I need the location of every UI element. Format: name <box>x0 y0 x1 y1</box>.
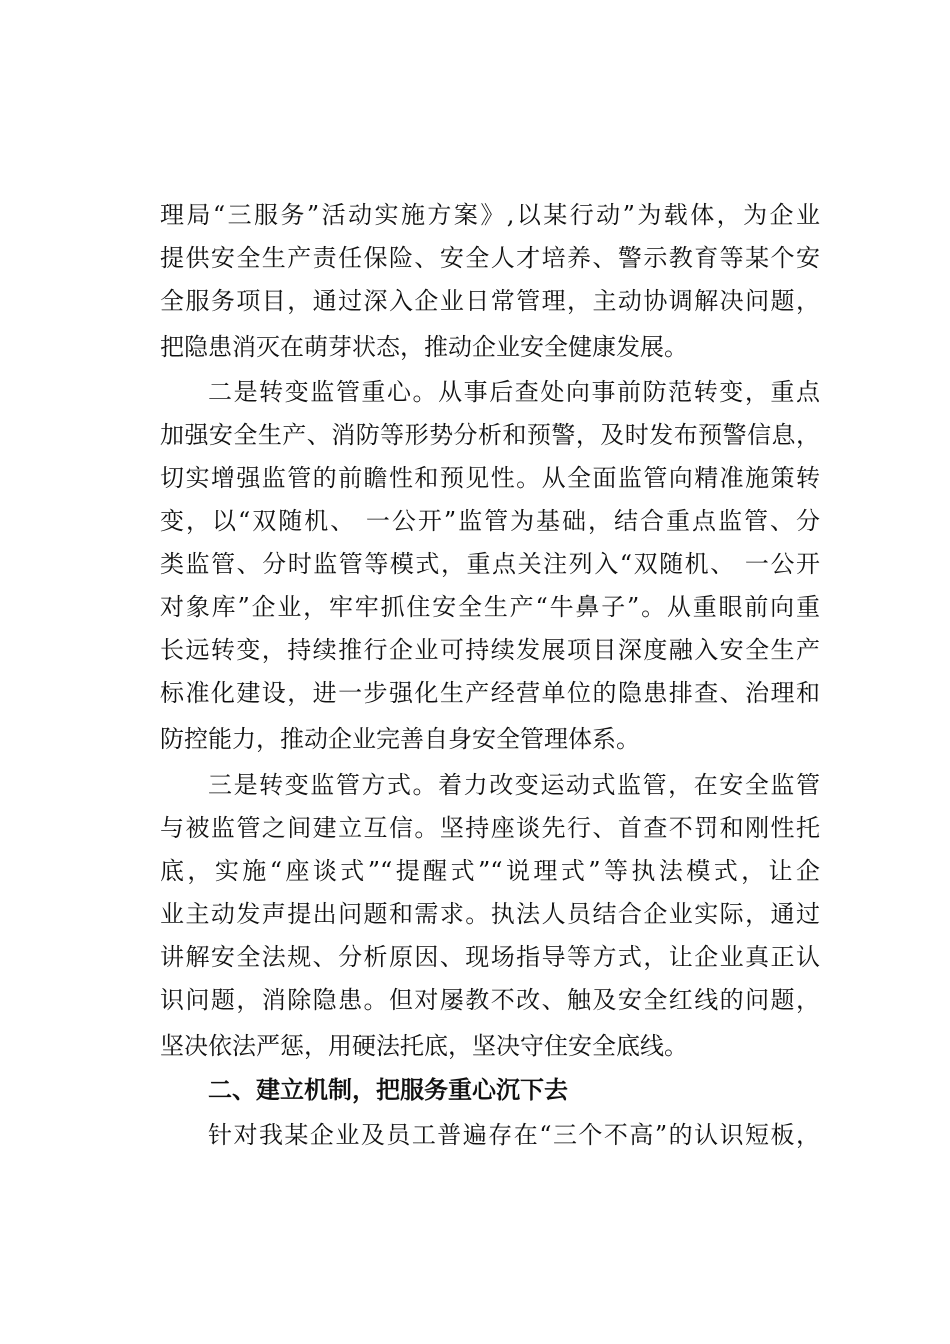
body-text-line: 坚决依法严惩，用硬法托底，坚决守住安全底线。 <box>160 1032 688 1060</box>
body-text-line: 切实增强监管的前瞻性和预见性。从全面监管向精准施策转 <box>160 464 820 492</box>
body-text-line: 讲解安全法规、分析原因、现场指导等方式，让企业真正认 <box>160 943 820 971</box>
body-text-line: 变，以“双随机、 一公开”监管为基础，结合重点监管、分 <box>160 507 820 535</box>
paragraph-first-line: 针对我某企业及员工普遍存在“三个不高”的认识短板， <box>208 1121 820 1149</box>
body-text-line: 把隐患消灭在萌芽状态，推动企业安全健康发展。 <box>160 333 688 361</box>
body-text-line: 标准化建设，进一步强化生产经营单位的隐患排查、治理和 <box>160 679 820 707</box>
body-text-line: 提供安全生产责任保险、安全人才培养、警示教育等某个安 <box>160 244 820 272</box>
body-text-line: 与被监管之间建立互信。坚持座谈先行、首查不罚和刚性托 <box>160 814 820 842</box>
body-text-line: 对象库”企业，牢牢抓住安全生产“牛鼻子”。从重眼前向重 <box>160 593 820 621</box>
body-text-line: 识问题，消除隐患。但对屡教不改、触及安全红线的问题， <box>160 986 820 1014</box>
paragraph-first-line: 三是转变监管方式。着力改变运动式监管，在安全监管 <box>208 771 820 799</box>
body-text-line: 全服务项目，通过深入企业日常管理，主动协调解决问题， <box>160 287 820 315</box>
body-text-line: 业主动发声提出问题和需求。执法人员结合企业实际，通过 <box>160 900 820 928</box>
body-text-line: 加强安全生产、消防等形势分析和预警，及时发布预警信息， <box>160 421 820 449</box>
body-text-line: 长远转变，持续推行企业可持续发展项目深度融入安全生产 <box>160 636 820 664</box>
paragraph-first-line: 二是转变监管重心。从事后查处向事前防范转变，重点 <box>208 378 820 406</box>
section-heading: 二、建立机制，把服务重心沉下去 <box>208 1076 568 1104</box>
body-text-line: 防控能力，推动企业完善自身安全管理体系。 <box>160 725 640 753</box>
body-text-line: 底，实施“座谈式”“提醒式”“说理式”等执法模式，让企 <box>160 857 820 885</box>
body-text-line: 理局“三服务”活动实施方案》,以某行动”为载体，为企业 <box>160 201 820 229</box>
body-text-line: 类监管、分时监管等模式，重点关注列入“双随机、 一公开 <box>160 550 820 578</box>
